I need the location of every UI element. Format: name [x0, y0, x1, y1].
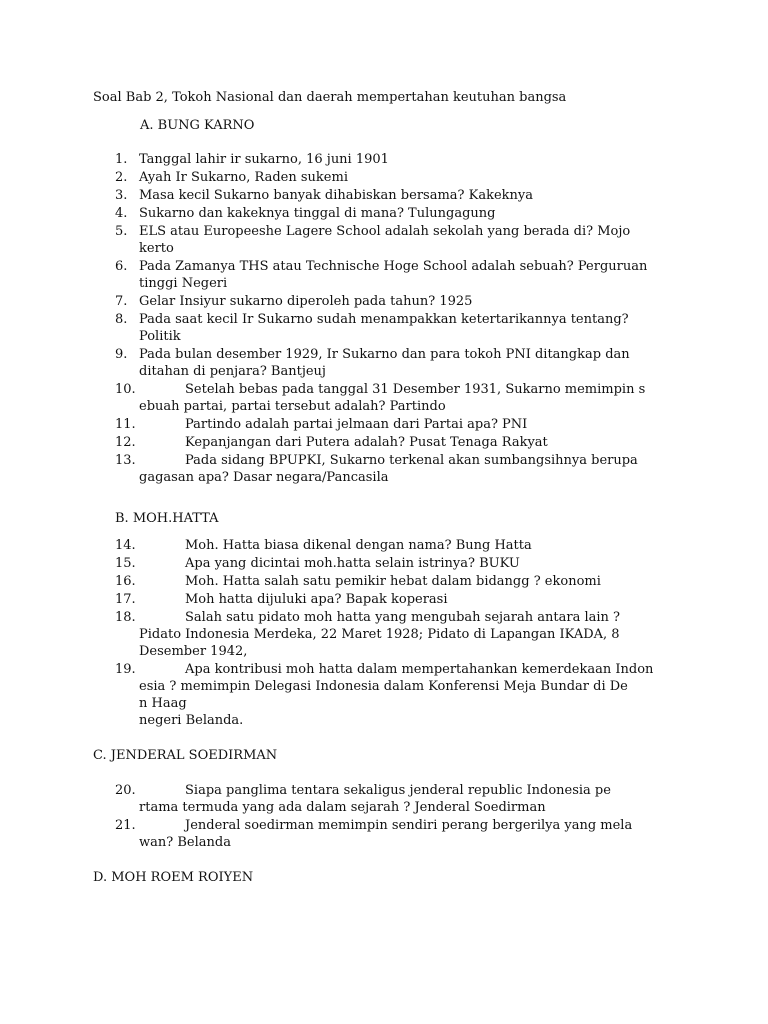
question-text-line: wan? Belanda: [139, 835, 231, 850]
question-text-line: Setelah bebas pada tanggal 31 Desember 1931, Sukarno memimpin s: [185, 382, 646, 397]
question-text-line: Siapa panglima tentara sekaligus jenderal republic Indonesia pe: [185, 783, 611, 798]
question-item: [115, 381, 675, 415]
question-number: 10.: [115, 382, 136, 397]
question-text-line: Moh. Hatta salah satu pemikir hebat dalam bidangg ? ekonomi: [185, 574, 601, 589]
question-item: [115, 817, 675, 851]
question-text-line: Kepanjangan dari Putera adalah? Pusat Tenaga Rakyat: [185, 435, 548, 450]
question-text-line: tinggi Negeri: [139, 276, 228, 291]
question-text-line: gagasan apa? Dasar negara/Pancasila: [139, 470, 389, 485]
question-item: [115, 537, 675, 554]
question-number: 7.: [115, 294, 128, 309]
question-text-line: Pada bulan desember 1929, Ir Sukarno dan para tokoh PNI ditangkap dan: [139, 347, 630, 362]
question-text-line: n Haag: [139, 696, 187, 711]
question-number: 18.: [115, 610, 136, 625]
question-text-line: Partindo adalah partai jelmaan dari Partai apa? PNI: [185, 417, 528, 432]
question-text-line: Pada Zamanya THS atau Technische Hoge School adalah sebuah? Perguruan: [139, 259, 648, 274]
question-number: 11.: [115, 417, 136, 432]
section-heading-jenderal-soedirman: C. JENDERAL SOEDIRMAN: [93, 748, 278, 763]
question-item: [115, 187, 675, 204]
question-number: 3.: [115, 188, 128, 203]
question-number: 17.: [115, 592, 136, 607]
question-text-line: Apa kontribusi moh hatta dalam mempertahankan kemerdekaan Indon: [185, 662, 654, 677]
question-text-line: ebuah partai, partai tersebut adalah? Partindo: [139, 399, 446, 414]
question-number: 16.: [115, 574, 136, 589]
question-text-line: Jenderal soedirman memimpin sendiri perang bergerilya yang mela: [185, 818, 633, 833]
question-text-line: Tanggal lahir ir sukarno, 16 juni 1901: [139, 152, 389, 167]
question-text-line: Gelar Insiyur sukarno diperoleh pada tahun? 1925: [139, 294, 473, 309]
question-text-line: esia ? memimpin Delegasi Indonesia dalam Konferensi Meja Bundar di De: [139, 679, 628, 694]
question-text-line: Moh hatta dijuluki apa? Bapak koperasi: [185, 592, 448, 607]
section-heading-moh-roem-roiyen: D. MOH ROEM ROIYEN: [93, 870, 254, 885]
question-number: 2.: [115, 170, 128, 185]
question-text-line: Pidato Indonesia Merdeka, 22 Maret 1928; Pidato di Lapangan IKADA, 8: [139, 627, 620, 642]
question-number: 14.: [115, 538, 136, 553]
question-text-line: Masa kecil Sukarno banyak dihabiskan bersama? Kakeknya: [139, 188, 534, 203]
question-item: [115, 661, 675, 729]
question-number: 1.: [115, 152, 128, 167]
question-item: [115, 293, 675, 310]
question-number: 8.: [115, 312, 128, 327]
question-item: [115, 609, 675, 660]
question-number: 4.: [115, 206, 128, 221]
question-text-line: Pada saat kecil Ir Sukarno sudah menampakkan ketertarikannya tentang?: [139, 312, 629, 327]
question-number: 20.: [115, 783, 136, 798]
question-item: [115, 223, 675, 257]
question-text-line: Desember 1942,: [139, 644, 248, 659]
question-item: [115, 346, 675, 380]
question-item: [115, 205, 675, 222]
question-text-line: ditahan di penjara? Bantjeuj: [139, 364, 326, 379]
question-number: 6.: [115, 259, 128, 274]
question-item: [115, 416, 675, 433]
question-item: [115, 782, 675, 816]
question-text-line: Pada sidang BPUPKI, Sukarno terkenal akan sumbangsihnya berupa: [185, 453, 638, 468]
question-item: [115, 452, 675, 486]
question-text-line: rtama termuda yang ada dalam sejarah ? Jenderal Soedirman: [139, 800, 546, 815]
question-item: [115, 591, 675, 608]
question-number: 13.: [115, 453, 136, 468]
section-heading-bung-karno: A. BUNG KARNO: [140, 118, 255, 133]
question-text-line: Apa yang dicintai moh.hatta selain istrinya? BUKU: [185, 556, 520, 571]
question-text-line: Moh. Hatta biasa dikenal dengan nama? Bung Hatta: [185, 538, 532, 553]
question-number: 9.: [115, 347, 128, 362]
question-item: [115, 555, 675, 572]
question-item: [115, 169, 675, 186]
section-heading-moh-hatta: B. MOH.HATTA: [115, 511, 219, 526]
question-number: 5.: [115, 224, 128, 239]
document-title: Soal Bab 2, Tokoh Nasional dan daerah mempertahan keutuhan bangsa: [93, 90, 567, 105]
question-item: [115, 311, 675, 345]
question-item: [115, 258, 675, 292]
question-text-line: Sukarno dan kakeknya tinggal di mana? Tulungagung: [139, 206, 496, 221]
question-item: [115, 151, 675, 168]
question-text-line: Politik: [139, 329, 181, 344]
question-number: 21.: [115, 818, 136, 833]
question-number: 15.: [115, 556, 136, 571]
question-text-line: Salah satu pidato moh hatta yang mengubah sejarah antara lain ?: [185, 610, 621, 625]
question-text-line: kerto: [139, 241, 174, 256]
question-item: [115, 573, 675, 590]
question-text-line: negeri Belanda.: [139, 713, 244, 728]
question-text-line: Ayah Ir Sukarno, Raden sukemi: [139, 170, 348, 185]
question-text-line: ELS atau Europeeshe Lagere School adalah sekolah yang berada di? Mojo: [139, 224, 631, 239]
question-number: 12.: [115, 435, 136, 450]
question-item: [115, 434, 675, 451]
question-number: 19.: [115, 662, 136, 677]
